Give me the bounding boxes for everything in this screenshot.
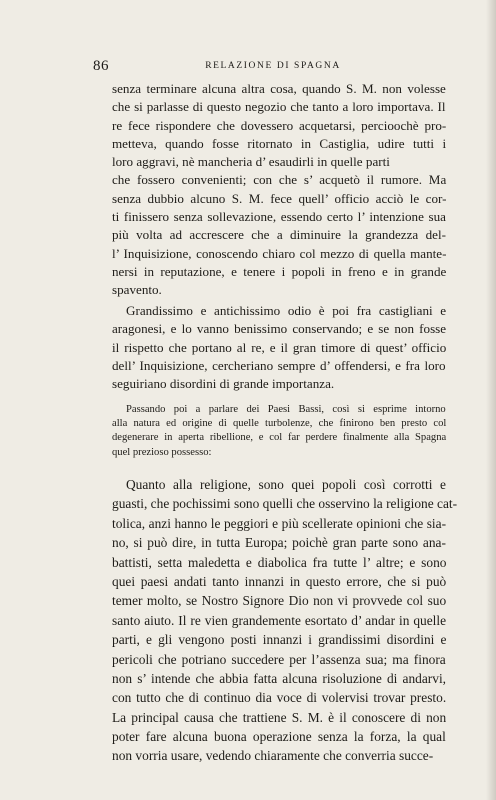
text-line: degenerare in aperta ribellione, e col far perdere finalmente alla Spagna [112,432,447,444]
text-line: il rispetto che portano al re, e il gran timore di quest’ officio [112,339,447,355]
text-line: poter fare alcuna buona operazione senza la forza, la qual [112,729,446,745]
text-line: metteva, quando fosse ritornato in Castiglia, udire tutti i [112,135,447,151]
text-line: che fossero convenienti; con che s’ acquetò il rumore. Ma [112,172,447,188]
text-line: no, si può dire, in tutta Europa; poichè gran parte sono ana- [112,535,446,551]
text-line: dell’ Inquisizione, cercheriano sempre d’ offendersi, e fra loro [112,357,446,373]
text-line: Grandissimo e antichissimo odio è poi fra castigliani e [126,303,447,318]
text-line: seguiriano disordini di grande importanza. [112,376,335,392]
text-line: alla natura ed origine di quelle turbolenze, che finirono ben presto col [112,418,447,430]
text-line: senza terminare alcuna altra cosa, quando S. M. non volesse [112,81,446,96]
quoted-passage-religione [112,475,458,766]
running-title: RELAZIONE DI SPAGNA [205,61,341,71]
text-line: re fece rispondere che dovessero acquetarsi, percioochè pro- [112,117,447,133]
text-line: ti finissero senza sollevazione, essendo certo l’ intenzione sua [112,209,446,225]
text-line: non vorria usare, vedendo chiaramente che converria succe- [112,748,434,764]
text-line: più volta ad accrescere che a diminuire la grandezza del- [112,227,446,243]
text-line: parti, e gli vengono posti innanzi i grandissimi disordini e [112,632,447,648]
text-line: non s’ intende che abbia fatta alcuna risoluzione di andarvi, [112,670,447,686]
page-header [93,58,453,76]
text-line: pericoli che potriano succedere per l’assenza sua; ma finora [112,651,446,667]
text-line: santo aiuto. Il re vien grandemente esortato d’ andar in quelle [112,612,447,628]
text-line: La principal causa che trattiene S. M. è il conoscere di non [112,709,447,725]
text-line: Quanto alla religione, sono quei popoli così corrotti e [126,477,446,492]
text-line: spavento. [112,282,162,298]
text-line: che si parlasse di questo negozio che tanto a loro importava. Il [112,99,446,115]
text-line: temer molto, se Nostro Signore Dio non vi provvede col suo [112,593,447,609]
text-line: nersi in reputazione, e tenere i popoli in freno e in grande [112,263,447,279]
text-line: guasti, che pochissimi sono quelli che osservino la religione cat- [112,496,458,512]
paragraph-continuation [112,80,446,300]
paragraph-castigliani-aragonesi [112,302,446,393]
text-line: tolica, anzi hanno le peggiori e più scellerate opinioni che sia- [112,515,447,531]
text-line: l’ Inquisizione, conoscendo chiaro col mezzo di quella mante- [112,245,447,261]
text-line: battisti, setta maledetta e diabolica fra tutte l’ altre; e sono [112,554,447,570]
text-line: aragonesi, e lo vanno benissimo conservando; e se non fosse [112,321,447,337]
editor-note-paesi-bassi [112,403,446,460]
text-line: loro aggravi, nè mancheria d’ esaudirli in quelle parti [112,154,390,170]
text-line: quei paesi andati tanto innanzi in questo errore, che si può [112,573,447,589]
page-edge-shadow [486,0,496,800]
text-line: senza dubbio alcuno S. M. fece quell’ officio acciò le cor- [112,190,447,206]
page-number: 86 [93,58,109,74]
text-line: con tutto che di continuo dia voce di volervisi trovar presto. [112,690,447,706]
text-line: Passando poi a parlare dei Paesi Bassi, così si esprime intorno [126,404,446,415]
text-line: quel prezioso possesso: [112,446,212,458]
